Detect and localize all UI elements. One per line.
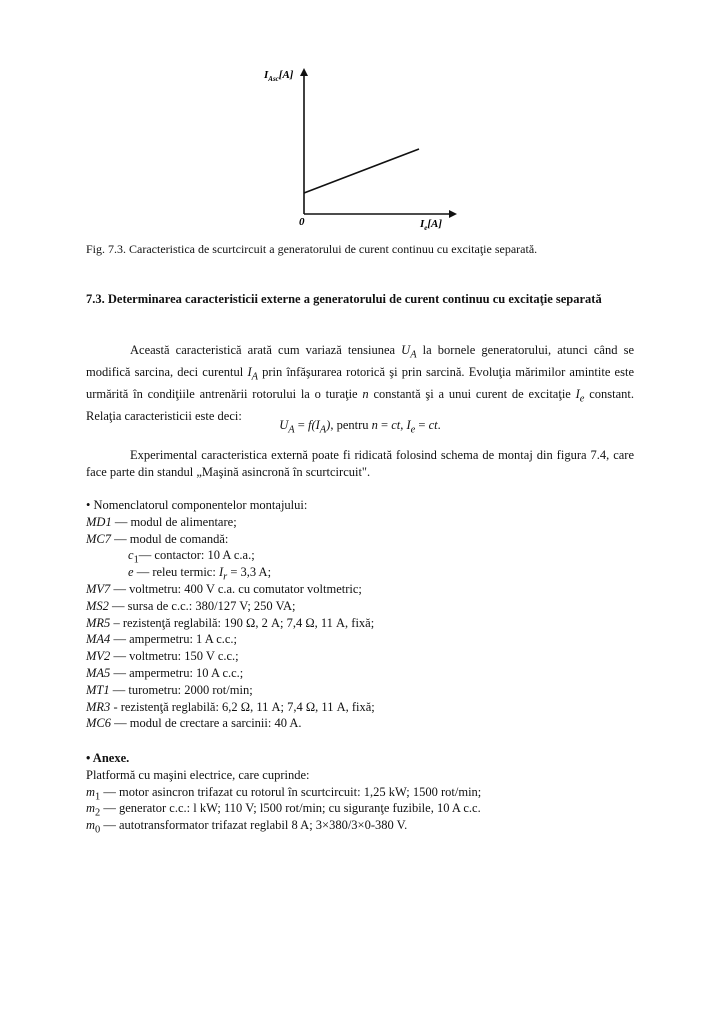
list-item: MV7 — voltmetru: 400 V c.a. cu comutator voltmetric; [86,581,362,596]
characteristic-formula: $U_A = f(I_A)$, pentru n = ct, $I_e$ = ct. [279,418,441,436]
paragraph-experimental: Experimental caracteristica externă poate fi ridicată folosind schema de montaj din figura 7.4, care face parte din standul „Maşină asincronă în scurtcircuit". [86,448,634,479]
annex-list [86,750,646,834]
characteristic-line [304,149,419,193]
characteristic-plot [255,62,465,232]
x-axis-label: $I_e[A]$ [420,218,443,232]
list-item: $m_1$ — motor asincron trifazat cu rotorul în scurtcircuit: 1,25 kW; 1500 rot/min; [86,784,482,803]
components-list [86,497,646,732]
list-item: MR5 – rezistenţă reglabilă: 190 Ω, 2 A; 7,4 Ω, 11 A, fixă; [86,615,375,630]
section-title: 7.3. Determinarea caracteristicii externe a generatorului de curent continuu cu excitaţie separată [86,292,602,306]
list-item: MA4 — ampermetru: 1 A c.c.; [86,632,238,647]
list-item: MT1 — turometru: 2000 rot/min; [86,682,253,697]
list-item: $c_1—$ contactor: 10 A c.a.; [128,548,255,566]
list-item: MS2 — sursa de c.c.: 380/127 V; 250 VA; [86,598,296,613]
components-heading: • Nomenclatorul componentelor montajului: [86,498,308,512]
list-item: MC6 — modul de crectare a sarcinii: 40 A. [86,716,302,731]
list-item: MD1 — modul de alimentare; [86,514,237,529]
y-axis-label: $I_{Asc}[A]$ [264,69,294,83]
list-item: MV2 — voltmetru: 150 V c.c.; [86,649,239,664]
annex-heading: • Anexe. [86,751,130,765]
list-item: $m_0$ — autotransformator trifazat reglabil 8 A; 3×380/3×0-380 V. [86,818,408,836]
list-item: MR3 - rezistenţă reglabilă: 6,2 Ω, 11 A; 7,4 Ω, 11 A, fixă; [86,699,375,714]
list-item: $m_2$ — generator c.c.: l kW; 110 V; l500 rot/min; cu siguranţe fuzibile, 10 A c.c. [86,801,481,819]
short-circuit-characteristic-figure [255,62,465,232]
list-item: MA5 — ampermetru: 10 A c.c.; [86,665,244,680]
paragraph-description: Această caracteristică arată cum variază tensiunea $U_A$ la bornele generatorului, atunci când se modifică sarcina, deci curentul $I_A$ prin înfăşurarea rotorică şi prin sarcină. Evoluţia mărimilor amintite este urmărită în condiţiile antrenării rotorului la o turaţie n constantă şi a unui curent de excitaţie $I_e$ constant. Relaţia caracteristicii este deci: [86,343,634,423]
list-item: MC7 — modul de comandă: [86,531,229,546]
annex-intro: Platformă cu maşini electrice, care cuprinde: [86,767,310,782]
origin-label: 0 [299,216,305,228]
list-item: e — releu termic: $I_r = 3,3$ A; [128,565,272,583]
figure-caption: Fig. 7.3. Caracteristica de scurtcircuit a generatorului de curent continuu cu excitaţie separată. [86,242,538,256]
